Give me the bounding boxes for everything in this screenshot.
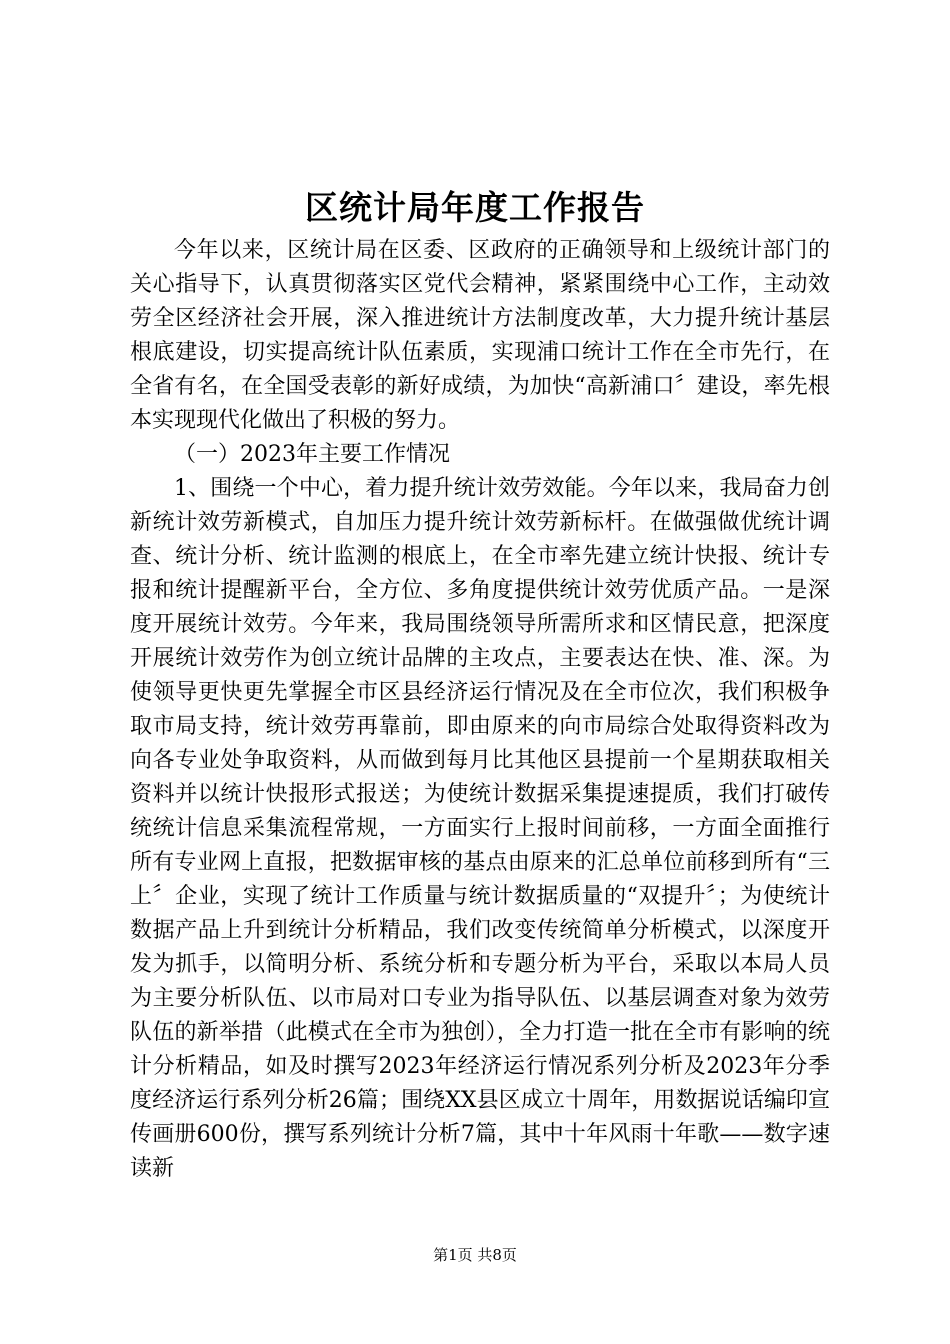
section-heading: （一）2023年主要工作情况 [174,442,450,467]
document-body [130,234,830,1186]
page-footer: 第1页 共8页 [433,1246,517,1264]
document-title: 区统计局年度工作报告 [305,188,645,227]
body-paragraph: 1、围绕一个中心，着力提升统计效劳效能。今年以来，我局奋力创新统计效劳新模式，自加压力提升统计效劳新标杆。在做强做优统计调查、统计分析、统计监测的根底上，在全市率先建立统计快报、统计专报和统计提醒新平台，全方位、多角度提供统计效劳优质产品。一是深度开展统计效劳。今年来，我局围绕领导所需所求和区情民意，把深度开展统计效劳作为创立统计品牌的主攻点，主要表达在快、准、深。为使领导更快更先掌握全市区县经济运行情况及在全市位次，我们积极争取市局支持，统计效劳再靠前，即由原来的向市局综合处取得资料改为向各专业处争取资料，从而做到每月比其他区县提前一个星期获取相关资料并以统计快报形式报送；为使统计数据采集提速提质，我们打破传统统计信息采集流程常规，一方面实行上报时间前移，一方面全面推行所有专业网上直报，把数据审核的基点由原来的汇总单位前移到所有“三上〞企业，实现了统计工作质量与统计数据质量的“双提升〞；为使统计数据产品上升到统计分析精品，我们改变传统简单分析模式，以深度开发为抓手，以简明分析、系统分析和专题分析为平台，采取以本局人员为主要分析队伍、以市局对口专业为指导队伍、以基层调查对象为效劳队伍的新举措（此模式在全市为独创），全力打造一批在全市有影响的统计分析精品，如及时撰写2023年经济运行情况系列分析及2023年分季度经济运行系列分析26篇；围绕XX县区成立十周年，用数据说话编印宣传画册600份，撰写系列统计分析7篇，其中十年风雨十年歌——数字速读新 [130,476,830,1181]
intro-paragraph: 今年以来，区统计局在区委、区政府的正确领导和上级统计部门的关心指导下，认真贯彻落实区党代会精神，紧紧围绕中心工作，主动效劳全区经济社会开展，深入推进统计方法制度改革，大力提升统计基层根底建设，切实提高统计队伍素质，实现浦口统计工作在全市先行，在全省有名，在全国受表彰的新好成绩，为加快“高新浦口〞建设，率先根本实现现代化做出了积极的努力。 [130,238,830,433]
